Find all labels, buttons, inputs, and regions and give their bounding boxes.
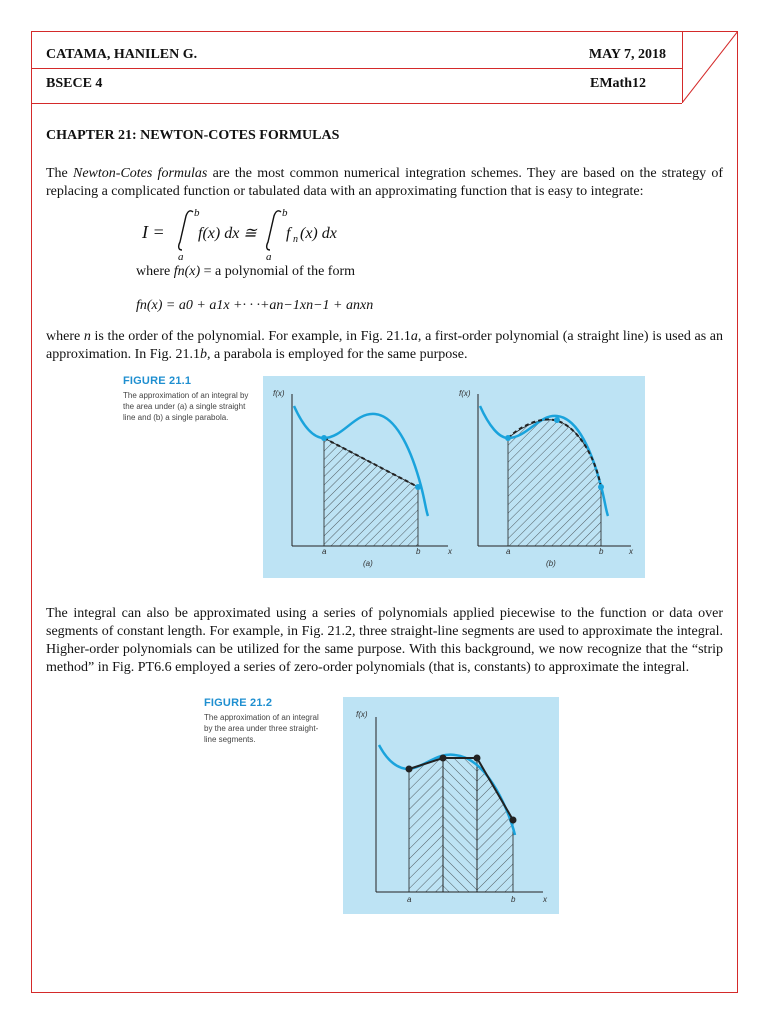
header-date: MAY 7, 2018 <box>588 47 666 62</box>
eq-upper-1: b <box>194 207 200 219</box>
fig-b-x-label: x <box>629 547 633 556</box>
figure-21-2-graphic <box>343 697 559 914</box>
fig-a-b-label: b <box>416 547 421 556</box>
eq-lhs: I = <box>142 222 165 242</box>
fig-a-x-label: x <box>448 547 452 556</box>
fig2-y-label: f(x) <box>356 710 368 719</box>
eq-upper-2: b <box>282 207 288 219</box>
integral-sign-1 <box>179 211 193 250</box>
student-name: CATAMA, HANILEN G. <box>46 47 198 62</box>
header-divider-1 <box>31 68 682 69</box>
order-b: b <box>200 347 207 362</box>
eq-integrand-2-sub: n <box>293 234 298 245</box>
order-p3: , a first-order polynomial (a straight line) is used as an approximation. In Fig. 21.1 <box>46 329 724 362</box>
corner-diagonal <box>682 31 738 103</box>
fig2-a-label: a <box>407 895 412 904</box>
fig2-segment-2 <box>443 758 477 892</box>
where-line <box>136 264 355 280</box>
order-p1: where <box>46 329 84 344</box>
fig-a-point-a <box>321 435 327 441</box>
figure-21-1-title: FIGURE 21.1 <box>123 375 192 387</box>
fig-a-a-label: a <box>322 547 327 556</box>
chapter-title: CHAPTER 21: NEWTON-COTES FORMULAS <box>46 128 340 143</box>
fig-b-y-label: f(x) <box>459 389 471 398</box>
where-suffix: = a polynomial of the form <box>200 264 356 279</box>
fig-b-point-mid <box>554 417 560 423</box>
fig-a-hatched-area <box>324 438 418 546</box>
eq-integrand-2-rest: (x) dx <box>300 225 337 242</box>
main-equation <box>140 202 380 262</box>
eq-integrand-1: f(x) dx ≅ <box>198 225 257 242</box>
fig-b-b-label: b <box>599 547 604 556</box>
figure-21-1-panel <box>263 376 645 578</box>
where-fn: fn(x) <box>173 264 201 279</box>
figure-21-2-caption: The approximation of an integral by the area under three straight-line segments. <box>204 713 319 744</box>
polynomial-line: fn(x) = a0 + a1x +· · ·+an−1xn−1 + anxn <box>136 298 374 313</box>
course-label: BSECE 4 <box>46 76 103 91</box>
intro-italic-term: Newton-Cotes formulas <box>73 166 208 181</box>
fig2-point-4 <box>510 817 517 824</box>
figure-21-1-caption: The approximation of an integral by the area under (a) a single straight line and (b) a single parabola. <box>123 391 249 422</box>
intro-text-before: The <box>46 166 73 181</box>
fig2-x-label: x <box>543 895 547 904</box>
figure-21-2-title: FIGURE 21.2 <box>204 697 273 709</box>
figure-21-2-panel <box>343 697 559 914</box>
segments-paragraph: The integral can also be approximated using a series of polynomials applied piecewise to the function or data over segments of constant length. For example, in Fig. 21.2, three straight-line segments are used to approximate the integral. Higher-order polynomials can be utilized for the same purpose. With this background, we now recognize that the “strip method” in Fig. PT6.6 employed a series of zero-order polynomials (that is, constants) to approximate the integral. <box>46 606 723 675</box>
fig2-point-1 <box>406 766 413 773</box>
eq-lower-2: a <box>266 251 272 262</box>
order-paragraph <box>46 328 723 364</box>
intro-paragraph <box>46 165 723 201</box>
fig-a-y-label: f(x) <box>273 389 285 398</box>
integral-sign-2 <box>267 211 281 250</box>
fig-a-panel-label: (a) <box>363 559 373 568</box>
fig-b-a-label: a <box>506 547 511 556</box>
fig2-point-3 <box>474 755 481 762</box>
figure-21-1-graphic <box>263 376 645 578</box>
eq-lower-1: a <box>178 251 184 262</box>
fig-a-point-b <box>415 484 421 490</box>
fig-b-point-a <box>505 435 511 441</box>
order-n: n <box>83 329 91 344</box>
fig2-b-label: b <box>511 895 516 904</box>
fig-b-hatched-area <box>508 420 601 546</box>
intro-text-after: are the most common numerical integration schemes. They are based on the strategy of replacing a complicated function or tabulated data with an approximating function that is easy to integrate: <box>46 166 723 199</box>
where-prefix: where <box>136 264 174 279</box>
header-divider-2 <box>31 103 682 104</box>
fig-b-panel-label: (b) <box>546 559 556 568</box>
eq-integrand-2-f: f <box>286 225 291 242</box>
fig-b-point-b <box>598 484 604 490</box>
fig2-segment-3 <box>477 758 513 892</box>
order-a: a <box>410 329 418 344</box>
fig2-point-2 <box>440 755 447 762</box>
subject-label: EMath12 <box>590 76 646 91</box>
order-p4: , a parabola is employed for the same purpose. <box>207 347 468 362</box>
order-p2: is the order of the polynomial. For example, in Fig. 21.1 <box>90 329 411 344</box>
fig2-segment-1 <box>409 758 443 892</box>
